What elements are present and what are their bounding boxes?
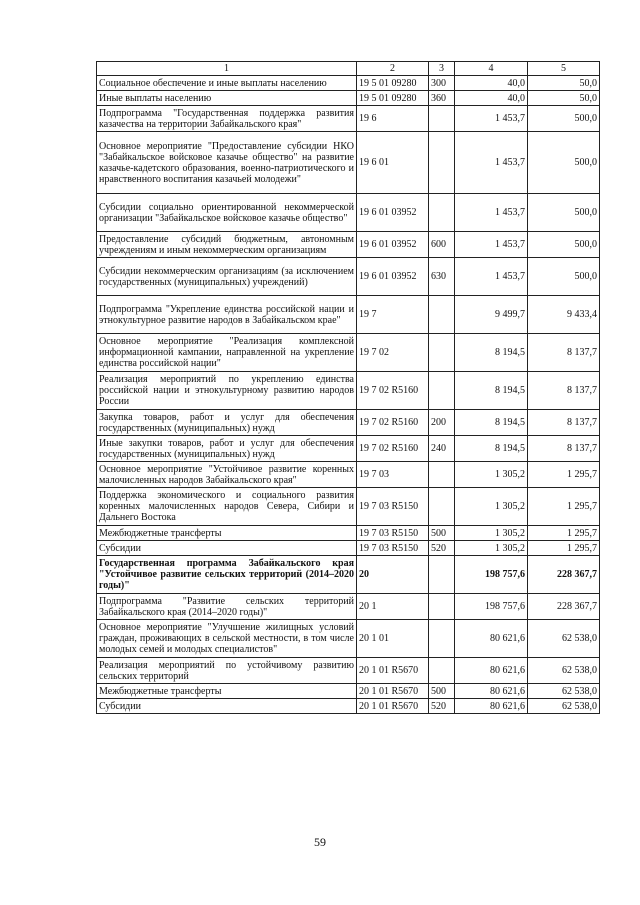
column-header: 4	[455, 62, 528, 76]
table-row	[97, 91, 600, 106]
budget-table	[96, 61, 600, 714]
expense-type-cell	[429, 296, 455, 334]
amount-cell: 198 757,6	[455, 594, 528, 620]
table-row	[97, 436, 600, 462]
amount-cell: 1 295,7	[528, 526, 600, 541]
amount-cell: 1 453,7	[455, 194, 528, 232]
amount-cell: 1 295,7	[528, 541, 600, 556]
table-row	[97, 132, 600, 194]
code-cell: 19 6	[357, 106, 429, 132]
expense-type-cell	[429, 488, 455, 526]
table-row	[97, 526, 600, 541]
item-name-cell: Подпрограмма "Развитие сельских территорий Забайкальского края (2014–2020 годы)"	[97, 594, 357, 620]
amount-cell: 228 367,7	[528, 556, 600, 594]
item-name-cell: Основное мероприятие "Предоставление субсидии НКО "Забайкальское войсковое казачье общество" на развитие казачье-кадетского образования, военно-патриотического и нравственного воспитания казачьей молодежи"	[97, 132, 357, 194]
amount-cell: 8 137,7	[528, 436, 600, 462]
table-row	[97, 334, 600, 372]
table-row	[97, 232, 600, 258]
amount-cell: 8 137,7	[528, 334, 600, 372]
code-cell: 20 1 01 R5670	[357, 699, 429, 714]
code-cell: 19 6 01 03952	[357, 258, 429, 296]
amount-cell: 62 538,0	[528, 658, 600, 684]
expense-type-cell: 200	[429, 410, 455, 436]
column-header: 2	[357, 62, 429, 76]
amount-cell: 1 305,2	[455, 462, 528, 488]
amount-cell: 1 305,2	[455, 488, 528, 526]
code-cell: 19 7 02 R5160	[357, 436, 429, 462]
amount-cell: 1 295,7	[528, 488, 600, 526]
item-name-cell: Межбюджетные трансферты	[97, 684, 357, 699]
expense-type-cell: 500	[429, 526, 455, 541]
amount-cell: 500,0	[528, 106, 600, 132]
item-name-cell: Поддержка экономического и социального развития коренных малочисленных народов Севера, Сибири и Дальнего Востока	[97, 488, 357, 526]
amount-cell: 62 538,0	[528, 684, 600, 699]
item-name-cell: Субсидии некоммерческим организациям (за исключением государственных (муниципальных) учреждений)	[97, 258, 357, 296]
table-row	[97, 594, 600, 620]
amount-cell: 9 433,4	[528, 296, 600, 334]
amount-cell: 500,0	[528, 132, 600, 194]
code-cell: 19 7 02 R5160	[357, 372, 429, 410]
table-row	[97, 194, 600, 232]
amount-cell: 80 621,6	[455, 699, 528, 714]
item-name-cell: Межбюджетные трансферты	[97, 526, 357, 541]
amount-cell: 50,0	[528, 76, 600, 91]
amount-cell: 8 137,7	[528, 410, 600, 436]
expense-type-cell	[429, 106, 455, 132]
amount-cell: 8 194,5	[455, 436, 528, 462]
table-row	[97, 556, 600, 594]
expense-type-cell: 300	[429, 76, 455, 91]
code-cell: 20 1 01 R5670	[357, 658, 429, 684]
amount-cell: 8 194,5	[455, 334, 528, 372]
expense-type-cell	[429, 132, 455, 194]
item-name-cell: Основное мероприятие "Улучшение жилищных условий граждан, проживающих в сельской местности, в том числе молодых семей и молодых специалистов"	[97, 620, 357, 658]
amount-cell: 1 295,7	[528, 462, 600, 488]
amount-cell: 50,0	[528, 91, 600, 106]
expense-type-cell	[429, 194, 455, 232]
item-name-cell: Иные выплаты населению	[97, 91, 357, 106]
code-cell: 19 5 01 09280	[357, 91, 429, 106]
expense-type-cell	[429, 334, 455, 372]
amount-cell: 1 453,7	[455, 232, 528, 258]
code-cell: 19 7 03 R5150	[357, 526, 429, 541]
amount-cell: 40,0	[455, 91, 528, 106]
amount-cell: 500,0	[528, 194, 600, 232]
amount-cell: 62 538,0	[528, 620, 600, 658]
table-row	[97, 372, 600, 410]
code-cell: 19 6 01	[357, 132, 429, 194]
amount-cell: 1 453,7	[455, 132, 528, 194]
expense-type-cell	[429, 620, 455, 658]
amount-cell: 1 305,2	[455, 526, 528, 541]
item-name-cell: Субсидии	[97, 541, 357, 556]
table-row	[97, 462, 600, 488]
amount-cell: 8 194,5	[455, 410, 528, 436]
item-name-cell: Подпрограмма "Государственная поддержка развития казачества на территории Забайкальского края"	[97, 106, 357, 132]
table-row	[97, 258, 600, 296]
table-row	[97, 76, 600, 91]
table-row	[97, 620, 600, 658]
amount-cell: 9 499,7	[455, 296, 528, 334]
expense-type-cell: 600	[429, 232, 455, 258]
code-cell: 19 7 02 R5160	[357, 410, 429, 436]
item-name-cell: Социальное обеспечение и иные выплаты населению	[97, 76, 357, 91]
table-row	[97, 658, 600, 684]
item-name-cell: Субсидии социально ориентированной некоммерческой организации "Забайкальское войсковое казачье общество"	[97, 194, 357, 232]
item-name-cell: Реализация мероприятий по укреплению единства российской нации и этнокультурному развитию народов России	[97, 372, 357, 410]
table-row	[97, 684, 600, 699]
amount-cell: 1 453,7	[455, 106, 528, 132]
amount-cell: 500,0	[528, 258, 600, 296]
amount-cell: 62 538,0	[528, 699, 600, 714]
item-name-cell: Основное мероприятие "Устойчивое развитие коренных малочисленных народов Забайкальского края"	[97, 462, 357, 488]
item-name-cell: Иные закупки товаров, работ и услуг для обеспечения государственных (муниципальных) нужд	[97, 436, 357, 462]
code-cell: 19 6 01 03952	[357, 232, 429, 258]
expense-type-cell	[429, 594, 455, 620]
expense-type-cell: 500	[429, 684, 455, 699]
code-cell: 19 5 01 09280	[357, 76, 429, 91]
amount-cell: 80 621,6	[455, 658, 528, 684]
code-cell: 20	[357, 556, 429, 594]
expense-type-cell: 520	[429, 541, 455, 556]
expense-type-cell	[429, 462, 455, 488]
expense-type-cell: 360	[429, 91, 455, 106]
amount-cell: 80 621,6	[455, 684, 528, 699]
amount-cell: 1 453,7	[455, 258, 528, 296]
code-cell: 19 7 03 R5150	[357, 488, 429, 526]
code-cell: 19 7	[357, 296, 429, 334]
code-cell: 20 1 01 R5670	[357, 684, 429, 699]
item-name-cell: Реализация мероприятий по устойчивому развитию сельских территорий	[97, 658, 357, 684]
amount-cell: 228 367,7	[528, 594, 600, 620]
expense-type-cell	[429, 658, 455, 684]
item-name-cell: Субсидии	[97, 699, 357, 714]
column-header: 5	[528, 62, 600, 76]
code-cell: 19 7 02	[357, 334, 429, 372]
item-name-cell: Закупка товаров, работ и услуг для обеспечения государственных (муниципальных) нужд	[97, 410, 357, 436]
expense-type-cell: 240	[429, 436, 455, 462]
table-row	[97, 410, 600, 436]
item-name-cell: Государственная программа Забайкальского края "Устойчивое развитие сельских территорий (2014–2020 годы)"	[97, 556, 357, 594]
expense-type-cell	[429, 556, 455, 594]
column-header: 1	[97, 62, 357, 76]
code-cell: 20 1 01	[357, 620, 429, 658]
page-number: 59	[314, 835, 326, 849]
amount-cell: 1 305,2	[455, 541, 528, 556]
amount-cell: 40,0	[455, 76, 528, 91]
amount-cell: 80 621,6	[455, 620, 528, 658]
amount-cell: 500,0	[528, 232, 600, 258]
item-name-cell: Предоставление субсидий бюджетным, автономным учреждениям и иным некоммерческим организациям	[97, 232, 357, 258]
expense-type-cell: 520	[429, 699, 455, 714]
code-cell: 19 7 03	[357, 462, 429, 488]
item-name-cell: Подпрограмма "Укрепление единства российской нации и этнокультурное развитие народов в Забайкальском крае"	[97, 296, 357, 334]
table-row	[97, 106, 600, 132]
table-row	[97, 488, 600, 526]
amount-cell: 8 194,5	[455, 372, 528, 410]
amount-cell: 198 757,6	[455, 556, 528, 594]
table-row	[97, 699, 600, 714]
table-header-row	[97, 62, 600, 76]
code-cell: 19 6 01 03952	[357, 194, 429, 232]
table-row	[97, 541, 600, 556]
column-header: 3	[429, 62, 455, 76]
code-cell: 20 1	[357, 594, 429, 620]
expense-type-cell	[429, 372, 455, 410]
item-name-cell: Основное мероприятие "Реализация комплексной информационной кампании, направленной на укрепление единства российской нации"	[97, 334, 357, 372]
table-row	[97, 296, 600, 334]
code-cell: 19 7 03 R5150	[357, 541, 429, 556]
expense-type-cell: 630	[429, 258, 455, 296]
amount-cell: 8 137,7	[528, 372, 600, 410]
